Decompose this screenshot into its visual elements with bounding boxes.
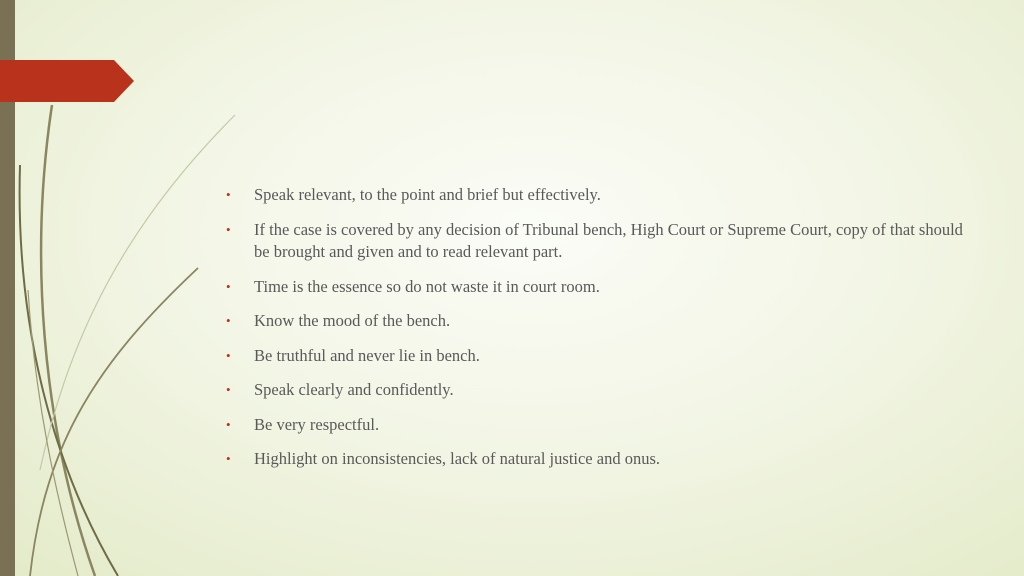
- bullet-item: [226, 276, 976, 299]
- bullet-icon: •: [226, 416, 231, 432]
- bullet-item: [226, 184, 976, 207]
- bullet-text: Know the mood of the bench.: [254, 311, 451, 330]
- bullet-text: Be truthful and never lie in bench.: [254, 345, 480, 365]
- bullet-icon: •: [226, 347, 231, 363]
- bullet-list: [226, 184, 976, 483]
- bullet-item: [226, 414, 976, 437]
- bullet-item: [226, 379, 976, 402]
- bullet-item: [226, 448, 976, 471]
- bullet-item: [226, 345, 976, 368]
- bullet-icon: •: [226, 313, 231, 328]
- bullet-icon: •: [226, 221, 231, 237]
- bullet-text: Highlight on inconsistencies, lack of natural justice and onus.: [254, 449, 660, 468]
- bullet-text: Time is the essence so do not waste it in court room.: [254, 276, 600, 296]
- bullet-text: If the case is covered by any decision of Tribunal bench, High Court or Supreme Court, copy of that should be brought and given and to read relevant part.: [254, 219, 963, 261]
- accent-arrow-shape: [0, 60, 134, 102]
- bullet-icon: •: [226, 187, 231, 202]
- bullet-icon: •: [226, 451, 231, 466]
- bullet-text: Speak relevant, to the point and brief but effectively.: [254, 185, 601, 204]
- grass-line: [28, 290, 78, 576]
- bullet-icon: •: [226, 278, 231, 294]
- grass-line: [40, 115, 235, 470]
- grass-line: [41, 105, 95, 576]
- bullet-icon: •: [226, 382, 231, 397]
- bullet-item: [226, 310, 976, 333]
- bullet-text: Speak clearly and confidently.: [254, 380, 454, 399]
- bullet-text: Be very respectful.: [254, 414, 380, 434]
- bullet-item: [226, 219, 976, 264]
